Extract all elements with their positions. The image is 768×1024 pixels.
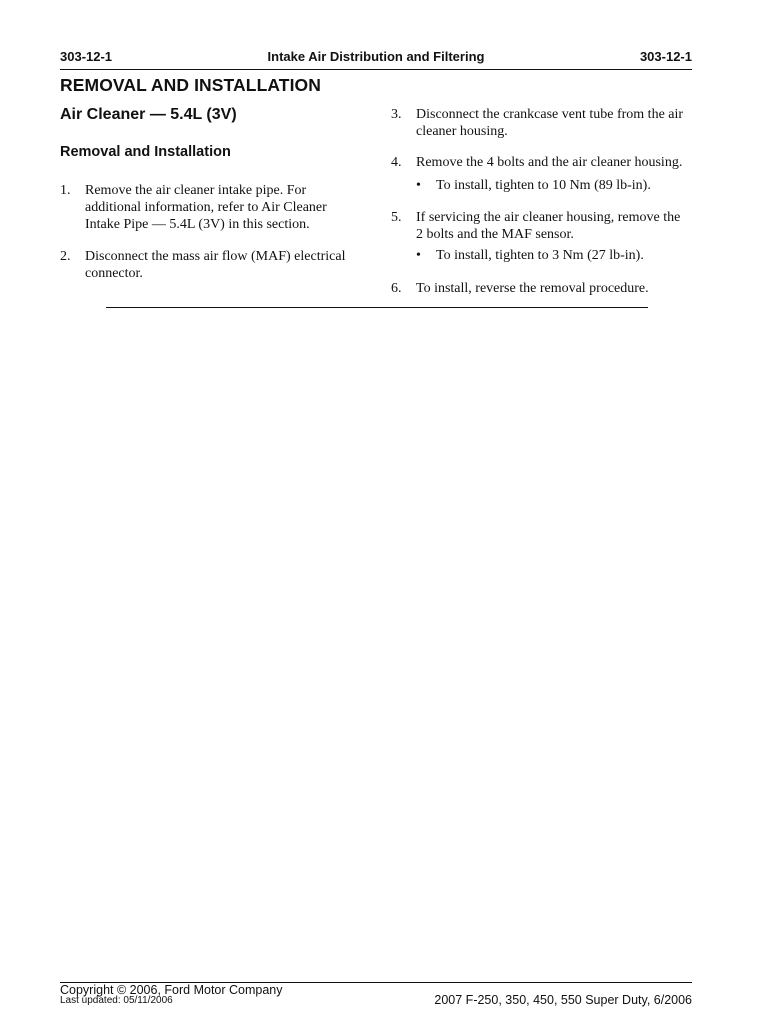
step-text-line: connector. bbox=[85, 266, 143, 281]
step-number: 5. bbox=[391, 210, 402, 225]
step-text-line: Remove the air cleaner intake pipe. For bbox=[85, 183, 307, 198]
section-heading: Removal and Installation bbox=[60, 144, 231, 160]
bullet-point: • bbox=[416, 248, 421, 263]
bullet-text: To install, tighten to 10 Nm (89 lb-in). bbox=[436, 178, 651, 193]
page-header bbox=[60, 46, 692, 66]
step-number: 6. bbox=[391, 281, 402, 296]
footer-last-updated: Last updated: 05/11/2006 bbox=[60, 995, 173, 1006]
step-text-line: Disconnect the mass air flow (MAF) electrical bbox=[85, 249, 346, 264]
step-text-line: 2 bolts and the MAF sensor. bbox=[416, 227, 574, 242]
step-number: 4. bbox=[391, 155, 402, 170]
step-text-line: If servicing the air cleaner housing, remove the bbox=[416, 210, 681, 225]
header-section-title: Intake Air Distribution and Filtering bbox=[267, 49, 485, 64]
page-title: REMOVAL AND INSTALLATION bbox=[60, 75, 321, 95]
step-text-line: cleaner housing. bbox=[416, 124, 508, 139]
step-text-line: Intake Pipe — 5.4L (3V) in this section. bbox=[85, 217, 310, 232]
procedure-end-divider bbox=[106, 307, 648, 308]
footer-copyright: Copyright © 2006, Ford Motor Company bbox=[60, 983, 283, 997]
bullet-point: • bbox=[416, 178, 421, 193]
bullet-text: To install, tighten to 3 Nm (27 lb-in). bbox=[436, 248, 644, 263]
step-text-line: Remove the 4 bolts and the air cleaner housing. bbox=[416, 155, 683, 170]
step-number: 2. bbox=[60, 249, 71, 264]
header-section-number-left: 303-12-1 bbox=[60, 49, 113, 64]
header-section-number-right: 303-12-1 bbox=[639, 49, 692, 64]
step-text-line: Disconnect the crankcase vent tube from the air bbox=[416, 107, 684, 122]
footer-vehicle-model: 2007 F-250, 350, 450, 550 Super Duty, 6/2006 bbox=[434, 993, 692, 1007]
procedure-title: Air Cleaner — 5.4L (3V) bbox=[60, 106, 237, 123]
step-number: 1. bbox=[60, 183, 71, 198]
step-text-line: additional information, refer to Air Cleaner bbox=[85, 200, 327, 215]
step-text-line: To install, reverse the removal procedure. bbox=[416, 281, 649, 296]
step-number: 3. bbox=[391, 107, 402, 122]
header-divider bbox=[60, 69, 692, 70]
